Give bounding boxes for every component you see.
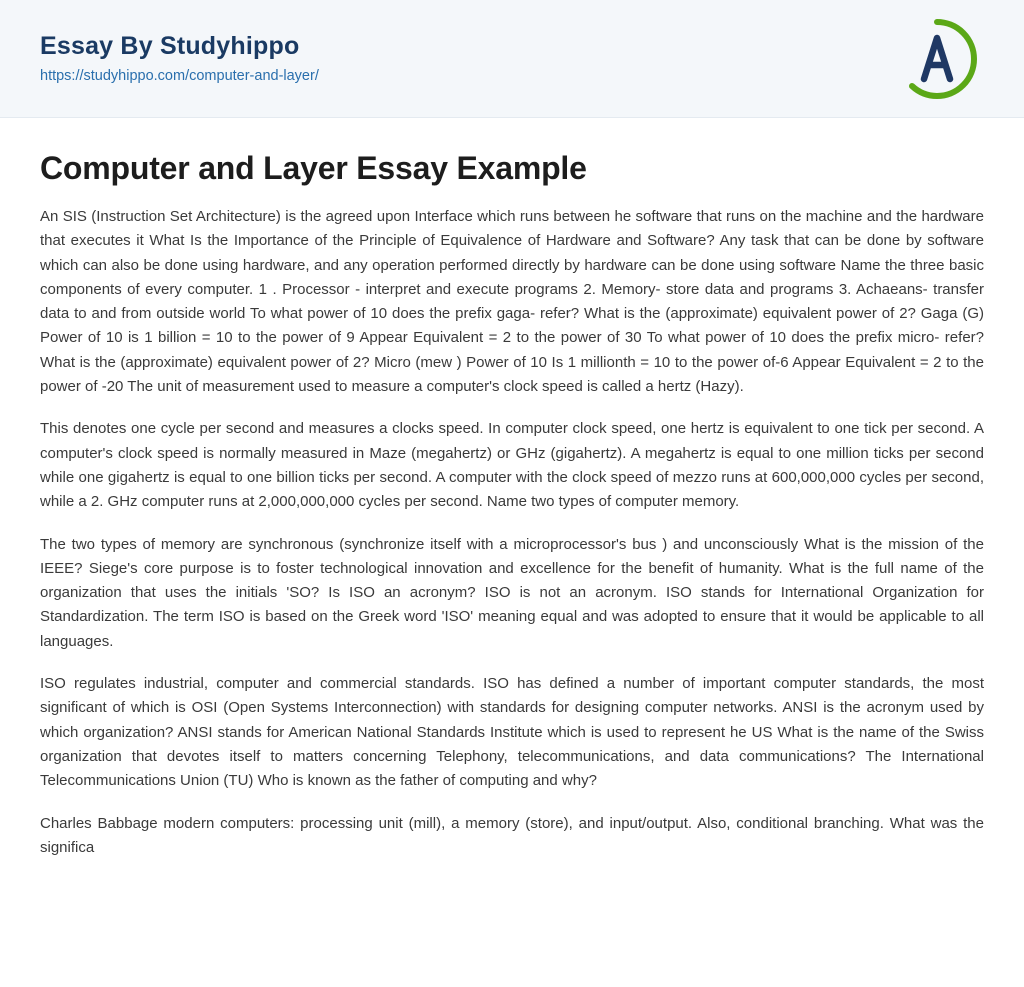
paragraph: An SIS (Instruction Set Architecture) is the agreed upon Interface which runs between he software that runs on the machine and the hardware that executes it What Is the Importance of the Principle of Equivalence of Hardware and Software? Any task that can be done by software which can also be done using hardware, and any operation performed directly by hardware can be done using software Name the three basic components of every computer. 1 . Processor - interpret and execute programs 2. Memory- store data and programs 3. Achaeans- transfer data to and from outside world To what power of 10 does the prefix gaga- refer? What is the (approximate) equivalent power of 2? Gaga (G) Power of 10 is 1 billion = 10 to the power of 9 Appear Equivalent = 2 to the power of 30 To what power of 10 does the prefix micro- refer? What is the (approximate) equivalent power of 2? Micro (mew ) Power of 10 Is 1 millionth = 10 to the power of-6 Appear Equivalent = 2 to the power of -20 The unit of measurement used to measure a computer's clock speed is called a hertz (Hazy). — [40, 208, 984, 396]
site-header — [0, 0, 1024, 118]
studyhippo-a-logo-icon — [894, 16, 980, 102]
paragraph: This denotes one cycle per second and measures a clocks speed. In computer clock speed, one hertz is equivalent to one tick per second. A computer's clock speed is normally measured in Maze (megahertz) or GHz (gigahertz). A megahertz is equal to one million ticks per second while one gigahertz is equal to one billion ticks per second. A computer with the clock speed of mezzo runs at 600,000,000 cycles per second, while a 2. GHz computer runs at 2,000,000,000 cycles per second. Name two types of computer memory. — [40, 420, 984, 511]
brand-block — [40, 31, 319, 84]
page-title: Computer and Layer Essay Example — [40, 150, 587, 186]
paragraph: Charles Babbage modern computers: processing unit (mill), a memory (store), and input/output. Also, conditional branching. What was the significa — [40, 814, 984, 856]
page-url[interactable]: https://studyhippo.com/computer-and-layer/ — [40, 67, 319, 84]
site-title: Essay By Studyhippo — [40, 31, 300, 60]
paragraph: ISO regulates industrial, computer and commercial standards. ISO has defined a number of important computer standards, the most significant of which is OSI (Open Systems Interconnection) with standards for designing computer networks. ANSI is the acronym used by which organization? ANSI stands for American National Standards Institute which is used to represent he US What is the name of the Swiss organization that devotes itself to matters concerning Telephony, telecommunications, and data communications? The International Telecommunications Union (TU) Who is known as the father of computing and why? — [40, 675, 984, 790]
paragraph: The two types of memory are synchronous (synchronize itself with a microprocessor's bus ) and unconsciously What is the mission of the IEEE? Siege's core purpose is to foster technological innovation and excellence for the benefit of humanity. What is the full name of the organization that uses the initials 'SO? Is ISO an acronym? ISO is not an acronym. ISO stands for International Organization for Standardization. The term ISO is based on the Greek word 'ISO' meaning equal and was adopted to ensure that it would be applicable to all languages. — [40, 535, 984, 650]
article-body — [0, 118, 1024, 900]
